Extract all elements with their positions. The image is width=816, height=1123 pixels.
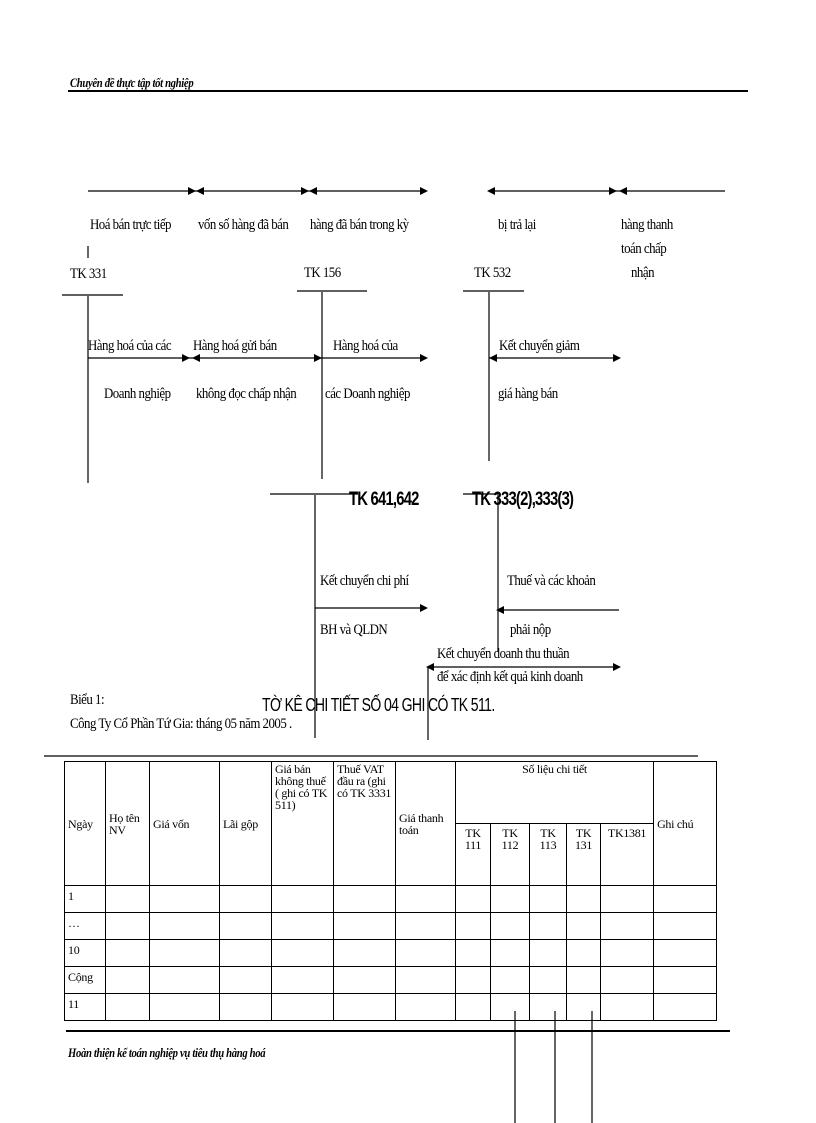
row-label: Cộng (65, 967, 106, 994)
table-row (65, 940, 717, 967)
col-tk131: TK 131 (567, 824, 601, 886)
label-hang-hoa-cua-cac: Hàng hoá của các (88, 338, 172, 354)
label-gia-hang-ban: giá hàng bán (498, 386, 558, 402)
account-tk641-642: TK 641,642 (349, 489, 419, 510)
col-tk1381: TK1381 (601, 824, 654, 886)
col-gia-thanh-toan: Giá thanh toán (396, 762, 456, 886)
table-row (65, 913, 717, 940)
label-von-so-hang: vốn số hàng đã bán (198, 217, 289, 233)
label-hang-hoa-gui-ban: Hàng hoá gửi bán (193, 338, 277, 354)
col-ghi-chu: Ghi chú (654, 762, 717, 886)
label-hang-da-ban: hàng đã bán trong kỳ (310, 217, 409, 233)
row-label: 10 (65, 940, 106, 967)
arrowhead (182, 354, 190, 362)
row-label: 11 (65, 994, 106, 1021)
account-tk333: TK 333(2),333(3) (472, 489, 574, 510)
account-tk156: TK 156 (304, 265, 341, 281)
arrowhead (487, 187, 495, 195)
col-ngay: Ngày (65, 762, 106, 886)
label-hoa-ban-truc-tiep: Hoá bán trực tiếp (90, 217, 171, 233)
header-title: Chuyên đề thực tập tốt nghiệp (70, 75, 194, 90)
arrowhead (314, 354, 322, 362)
label-cac-doanh-nghiep: các Doanh nghiệp (325, 386, 410, 402)
arrowhead (420, 354, 428, 362)
col-tk113: TK 113 (530, 824, 567, 886)
arrowhead (613, 663, 621, 671)
label-toan-chap: toán chấp (621, 241, 667, 257)
arrowhead (192, 354, 200, 362)
col-ho-ten: Họ tên NV (106, 762, 150, 886)
arrowhead (309, 187, 317, 195)
document-title: TỜ KÊ CHI TIẾT SỐ 04 GHI CÓ TK 511. (262, 695, 495, 715)
account-tk331: TK 331 (70, 266, 107, 282)
col-tk111: TK 111 (456, 824, 491, 886)
label-khong-doc-chap-nhan: không đọc chấp nhận (196, 386, 297, 402)
table-row (65, 967, 717, 994)
table-row (65, 886, 717, 913)
col-lai-gop: Lãi gộp (220, 762, 272, 886)
col-thue-vat: Thuế VAT đầu ra (ghi có TK 3331 (334, 762, 396, 886)
account-tk532: TK 532 (474, 265, 511, 281)
label-bh-va-qldn: BH và QLDN (320, 622, 388, 638)
label-phai-nop: phải nộp (510, 622, 551, 638)
label-hang-thanh: hàng thanh (621, 217, 673, 233)
footer-title: Hoàn thiện kế toán nghiệp vụ tiêu thụ hàng hoá (68, 1045, 266, 1060)
label-nhan: nhận (631, 265, 655, 281)
arrowhead (420, 187, 428, 195)
detail-table (64, 761, 717, 1021)
arrowhead (613, 354, 621, 362)
label-hang-hoa-cua: Hàng hoá của (333, 338, 398, 354)
col-so-lieu-chi-tiet: Số liệu chi tiết (456, 762, 654, 824)
row-label: 1 (65, 886, 106, 913)
arrowhead (420, 604, 428, 612)
row-label: … (65, 913, 106, 940)
arrowhead (489, 354, 497, 362)
col-gia-von: Giá vốn (150, 762, 220, 886)
bieu-label: Biểu 1: (70, 692, 105, 708)
arrowhead (426, 663, 434, 671)
label-de-xac-dinh: để xác định kết quả kinh doanh (437, 669, 583, 685)
arrowhead (188, 187, 196, 195)
label-doanh-nghiep: Doanh nghiệp (104, 386, 171, 402)
arrowhead (619, 187, 627, 195)
arrowhead (196, 187, 204, 195)
label-thue-va-cac-khoan: Thuế và các khoản (507, 573, 596, 589)
arrowhead (301, 187, 309, 195)
label-ket-chuyen-doanh-thu: Kết chuyển doanh thu thuần (437, 646, 570, 662)
label-bi-tra-lai: bị trả lại (498, 217, 536, 233)
company-line: Công Ty Cổ Phần Tứ Gia: tháng 05 năm 2005 . (70, 716, 292, 732)
table-row (65, 994, 717, 1021)
label-ket-chuyen-chi-phi: Kết chuyển chi phí (320, 573, 409, 589)
col-tk112: TK 112 (491, 824, 530, 886)
col-gia-ban: Giá bán không thuế ( ghi có TK 511) (272, 762, 334, 886)
arrowhead (609, 187, 617, 195)
label-ket-chuyen-giam: Kết chuyển giảm (499, 338, 580, 354)
arrowhead (496, 606, 504, 614)
